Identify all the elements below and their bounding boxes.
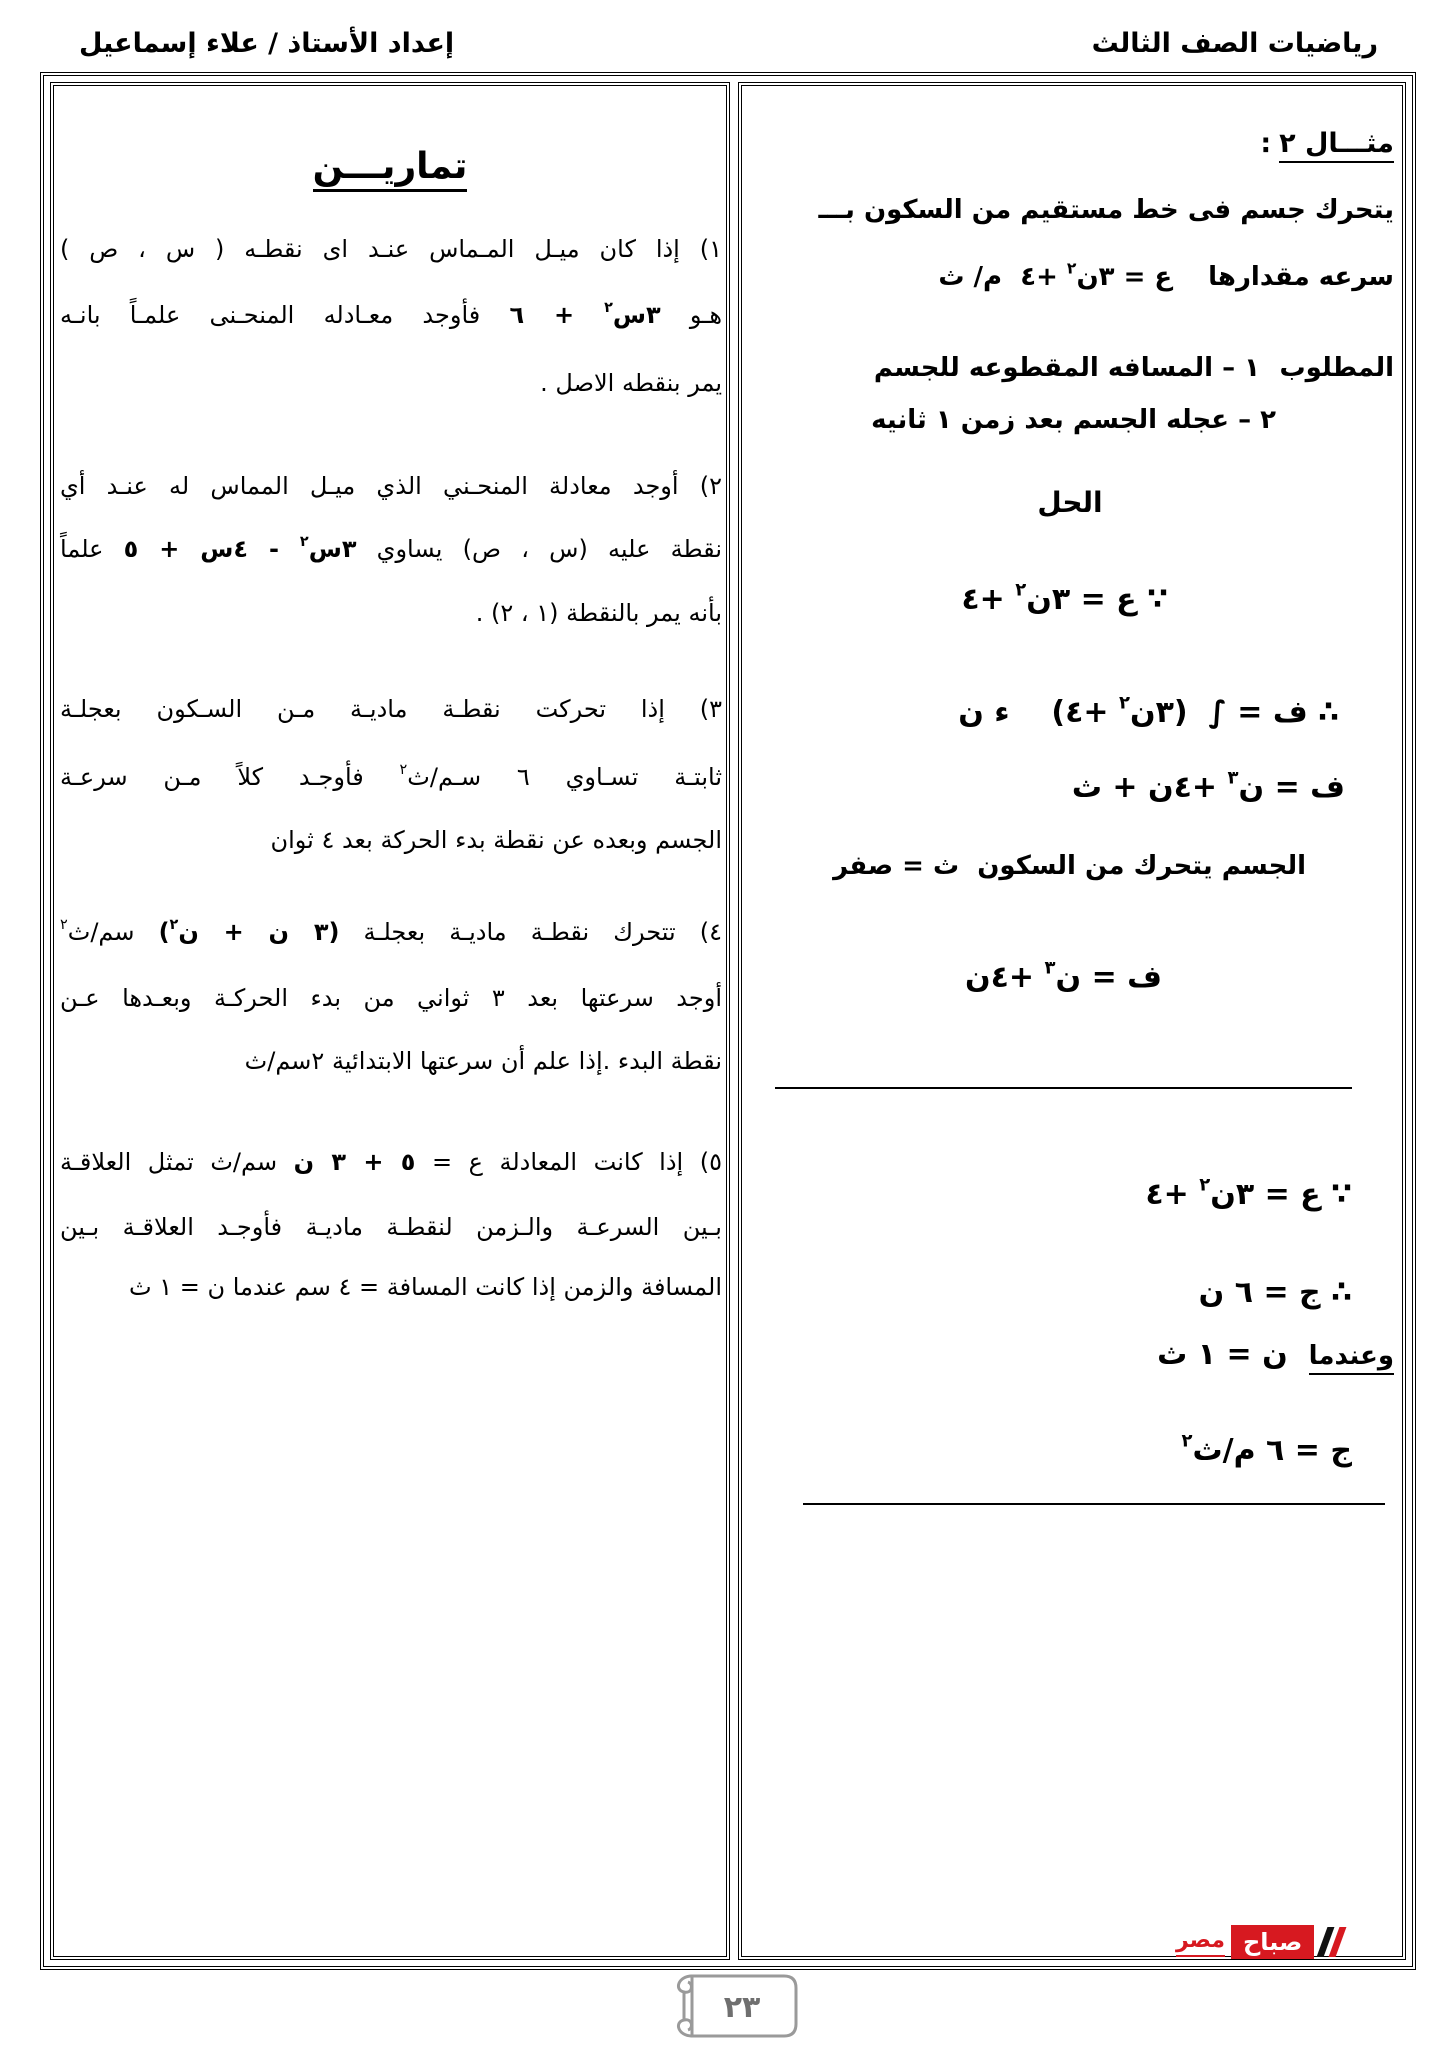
exponent: ٢	[169, 917, 179, 934]
exercise-3-line-3: الجسم وبعده عن نقطة بدء الحركة بعد ٤ ثوان	[270, 826, 722, 854]
required-label: المطلوب	[1279, 353, 1394, 383]
text-segment: سم/ث تمثل العلاقـة	[60, 1148, 294, 1176]
exponent: ٢	[1199, 1174, 1211, 1196]
math-expression: +٤ن	[965, 960, 1045, 995]
math-expression: ٣س	[308, 535, 357, 563]
exercise-3-line-2	[60, 752, 722, 802]
exponent: ٢	[604, 300, 613, 317]
required-item-1: ١ – المسافه المقطوعه للجسم	[873, 353, 1260, 383]
solution-step-2	[958, 693, 1339, 733]
math-expression: ف = ن	[1055, 960, 1162, 995]
math-expression: ∵ ع = ٣ن	[1210, 1177, 1352, 1212]
solution-step-8	[1157, 1335, 1394, 1375]
math-expression: +٤ن + ث	[1071, 770, 1228, 805]
exercise-4-line-3: نقطة البدء .إذا علم أن سرعتها الابتدائية ٢سم/ث	[244, 1047, 722, 1075]
section-divider	[775, 1087, 1352, 1089]
exponent: ٣	[1044, 957, 1056, 979]
math-expression: +٤) ء ن	[958, 695, 1119, 730]
math-expression: (٣ ن + ن	[178, 918, 340, 946]
math-expression: +٤	[1145, 1177, 1200, 1212]
exercise-4-line-2: أوجد سرعتها بعد ٣ ثواني من بدء الحركـة وبعـدها عـن	[60, 984, 722, 1012]
solution-title: الحل	[1037, 486, 1103, 519]
exercise-1-line-3: يمر بنقطه الاصل .	[540, 369, 722, 397]
unit: سم/ث	[67, 918, 159, 946]
text-segment: فأوجـد كلاً مـن سرعـة	[60, 763, 400, 791]
exercises-column	[50, 82, 730, 1960]
example-speed-line	[938, 257, 1394, 297]
when-label: وعندما	[1309, 1339, 1394, 1375]
text-segment: ثابتـة تسـاوي ٦ سـم/ث	[407, 763, 723, 791]
exercise-1-line-1: ١) إذا كان ميـل المـماس عنـد اى نقطـه ( س ، ص )	[60, 235, 722, 263]
solution-step-7: ∴ ج = ٦ ن	[1198, 1275, 1352, 1310]
subject-title: رياضيات الصف الثالث	[1091, 28, 1378, 59]
math-expression: ٥ + ٣ ن	[293, 1148, 416, 1176]
author-credit: إعداد الأستاذ / علاء إسماعيل	[79, 28, 455, 59]
exercise-5-line-2: بـين السرعـة والـزمن لنقطـة ماديـة فأوجـد العلاقـة بـين	[60, 1213, 722, 1241]
exercise-3-line-1: ٣) إذا تحركت نقطـة ماديـة مـن السـكون بعجلـة	[60, 695, 722, 723]
exponent: ٢	[60, 917, 68, 934]
math-expression: ع = ٣ن	[1076, 262, 1173, 292]
example-column	[738, 82, 1406, 1960]
exponent: ٢	[1181, 1430, 1193, 1452]
exponent: ٣	[1227, 767, 1239, 789]
solution-step-4: الجسم يتحرك من السكون ث = صفر	[833, 851, 1306, 881]
logo-word-sabah: صباح	[1231, 1925, 1314, 1959]
exercise-5-line-1	[60, 1137, 722, 1187]
math-expression: +٤	[961, 582, 1016, 617]
math-expression: )	[158, 918, 170, 946]
solution-step-1	[961, 580, 1168, 620]
text-segment: فأوجد معـادله المنحـنى علمـاً بانـه	[60, 301, 510, 329]
exponent: ٢	[1015, 579, 1027, 601]
exercise-2-line-3: بأنه يمر بالنقطة (١ ، ٢) .	[475, 599, 722, 627]
example-title: مثـــال ٢	[1279, 127, 1394, 163]
math-expression: ٣س	[612, 301, 661, 329]
solution-step-3	[1072, 768, 1345, 808]
logo-word-masr: مصر	[1176, 1927, 1225, 1957]
page-number: ٢٣	[723, 1990, 761, 2025]
exercise-4-line-1	[60, 907, 722, 957]
example-heading	[1260, 124, 1394, 164]
exercise-2-line-2	[60, 524, 722, 574]
math-expression: ج = ٦ م/ث	[1192, 1433, 1352, 1468]
exercise-1-line-2	[60, 290, 722, 340]
math-expression: ∴ ف = ∫ (٣ن	[1129, 695, 1339, 730]
example-statement: يتحرك جسم فى خط مستقيم من السكون بـــ	[818, 195, 1394, 225]
text-segment: نقطة عليه (س ، ص) يساوي	[356, 535, 722, 563]
math-expression: - ٤س + ٥	[123, 535, 300, 563]
exponent: ٢	[299, 534, 309, 551]
exponent: ٢	[1066, 259, 1077, 278]
solution-step-6	[1145, 1175, 1352, 1215]
math-expression: + ٦	[509, 301, 605, 329]
exercise-2-line-1: ٢) أوجد معادلة المنحـني الذي ميـل المماس له عنـد أي	[60, 472, 722, 500]
exponent: ٢	[1118, 692, 1130, 714]
sabah-masr-logo	[1176, 1924, 1341, 1960]
math-expression: ف = ن	[1238, 770, 1345, 805]
text-segment: ٥) إذا كانت المعادلة ع =	[415, 1148, 722, 1176]
solution-step-5	[965, 958, 1162, 998]
solution-step-9	[1181, 1431, 1352, 1471]
exercise-5-line-3: المسافة والزمن إذا كانت المسافة = ٤ سم عندما ن = ١ ث	[129, 1273, 722, 1301]
text-segment: هـو	[660, 301, 722, 329]
exponent: ٢	[399, 762, 408, 779]
exercises-heading	[290, 142, 490, 192]
math-expression: +٤ م/ ث	[938, 262, 1067, 292]
text-segment: ٤) تتحرك نقطـة ماديـة بعجلـة	[339, 918, 722, 946]
example-title-colon: :	[1260, 128, 1272, 159]
math-expression: ∵ ع = ٣ن	[1026, 582, 1168, 617]
speed-label: سرعه مقدارها	[1208, 262, 1394, 292]
section-divider	[803, 1503, 1385, 1505]
math-expression: ن = ١ ث	[1157, 1337, 1309, 1372]
required-item-2: ٢ – عجله الجسم بعد زمن ١ ثانيه	[871, 405, 1276, 435]
text-segment: علماً	[60, 535, 124, 563]
exercises-title: تماريـــن	[313, 145, 468, 192]
